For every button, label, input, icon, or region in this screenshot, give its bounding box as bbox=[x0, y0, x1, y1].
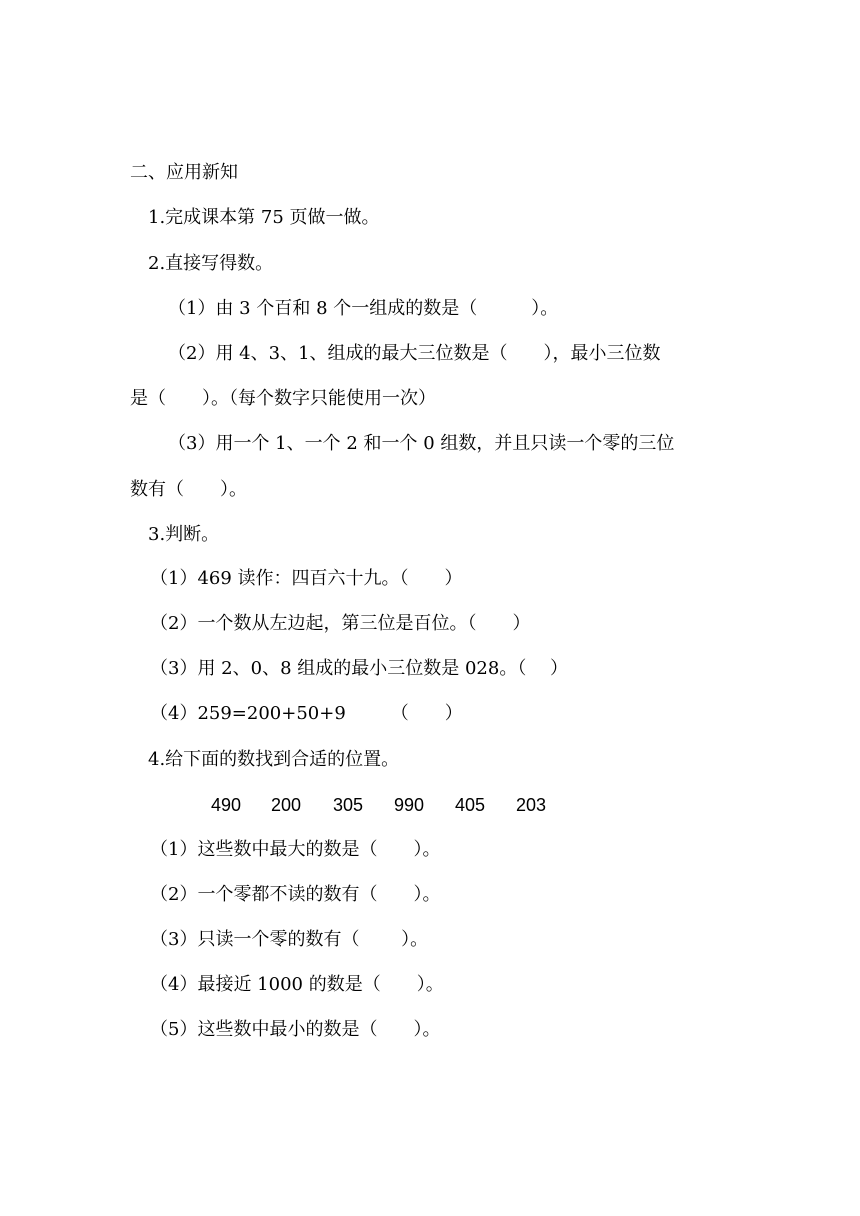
number-203: 203 bbox=[516, 795, 547, 815]
question-3-title: 3.判断。 bbox=[148, 524, 220, 545]
question-4-item-5: （5）这些数中最小的数是（ ）。 bbox=[150, 1019, 441, 1040]
question-2-item-3: （3）用一个 1、一个 2 和一个 0 组数，并且只读一个零的三位 bbox=[168, 433, 675, 454]
question-2-item-2: （2）用 4、3、1、组成的最大三位数是（ ），最小三位数 bbox=[168, 343, 661, 364]
question-2-item-1: （1）由 3 个百和 8 个一组成的数是（ ）。 bbox=[168, 298, 559, 319]
question-4-item-2: （2）一个零都不读的数有（ ）。 bbox=[150, 884, 441, 905]
question-3-item-4: （4）259=200+50+9 （ ） bbox=[150, 703, 463, 724]
question-3-item-3: （3）用 2、0、8 组成的最小三位数是 028。（ ） bbox=[150, 658, 569, 679]
question-3-item-2: （2）一个数从左边起，第三位是百位。（ ） bbox=[150, 613, 531, 634]
question-2-item-2-cont: 是（ ）。（每个数字只能使用一次） bbox=[130, 388, 436, 409]
question-4-item-1: （1）这些数中最大的数是（ ）。 bbox=[150, 839, 441, 860]
number-405: 405 bbox=[455, 795, 486, 815]
question-1: 1.完成课本第 75 页做一做。 bbox=[148, 207, 380, 228]
question-2-title: 2.直接写得数。 bbox=[148, 253, 274, 274]
number-200: 200 bbox=[271, 795, 302, 815]
number-990: 990 bbox=[394, 795, 425, 815]
question-4-item-4: （4）最接近 1000 的数是（ ）。 bbox=[150, 974, 444, 995]
section-title: 二、应用新知 bbox=[130, 162, 238, 183]
number-305: 305 bbox=[333, 795, 364, 815]
question-2-item-3-cont: 数有（ ）。 bbox=[130, 479, 247, 500]
number-490: 490 bbox=[211, 795, 242, 815]
question-4-item-3: （3）只读一个零的数有（ ）。 bbox=[150, 929, 429, 950]
question-3-item-1: （1）469 读作：四百六十九。（ ） bbox=[150, 568, 463, 589]
question-4-title: 4.给下面的数找到合适的位置。 bbox=[148, 749, 400, 770]
